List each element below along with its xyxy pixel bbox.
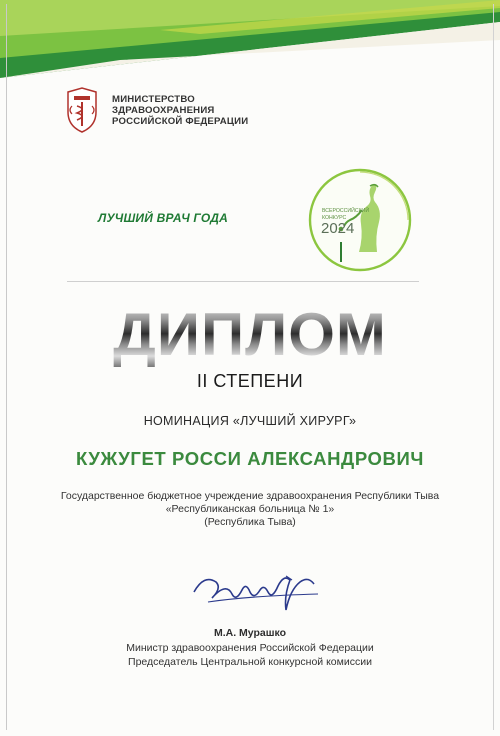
diploma-degree: II СТЕПЕНИ — [196, 371, 304, 391]
institution-line-3: (Республика Тыва) — [204, 516, 296, 528]
contest-caption: ВСЕРОССИЙСКИЙ КОНКУРС — [322, 208, 370, 221]
nomination: НОМИНАЦИЯ «ЛУЧШИЙ ХИРУРГ» — [143, 414, 357, 428]
diploma-title: ДИПЛОМ — [0, 302, 500, 368]
signer-roles — [0, 642, 500, 669]
ministry-block — [56, 84, 248, 136]
ministry-line-3: РОССИЙСКОЙ ФЕДЕРАЦИИ — [112, 115, 249, 127]
contest-year: 2024 — [321, 220, 355, 237]
ministry-line-1: МИНИСТЕРСТВО — [112, 93, 195, 105]
ministry-name — [112, 94, 248, 127]
divider-line — [67, 281, 419, 282]
ministry-line-2: ЗДРАВООХРАНЕНИЯ — [112, 104, 215, 116]
ministry-emblem-icon — [56, 84, 108, 136]
contest-badge — [300, 160, 420, 280]
awardee-name: КУЖУГЕТ РОССИ АЛЕКСАНДРОВИЧ — [76, 448, 424, 469]
signer-role-1: Министр здравоохранения Российской Федерации — [126, 642, 374, 654]
institution-line-2: «Республиканская больница № 1» — [165, 503, 335, 515]
program-title: ЛУЧШИЙ ВРАЧ ГОДА — [98, 211, 228, 225]
institution-block — [0, 490, 500, 529]
signer-name: М.А. Мурашко — [213, 627, 287, 639]
signer-role-2: Председатель Центральной конкурсной комиссии — [128, 655, 372, 668]
institution-line-1: Государственное бюджетное учреждение здравоохранения Республики Тыва — [60, 490, 440, 502]
signature-mark — [188, 562, 338, 612]
